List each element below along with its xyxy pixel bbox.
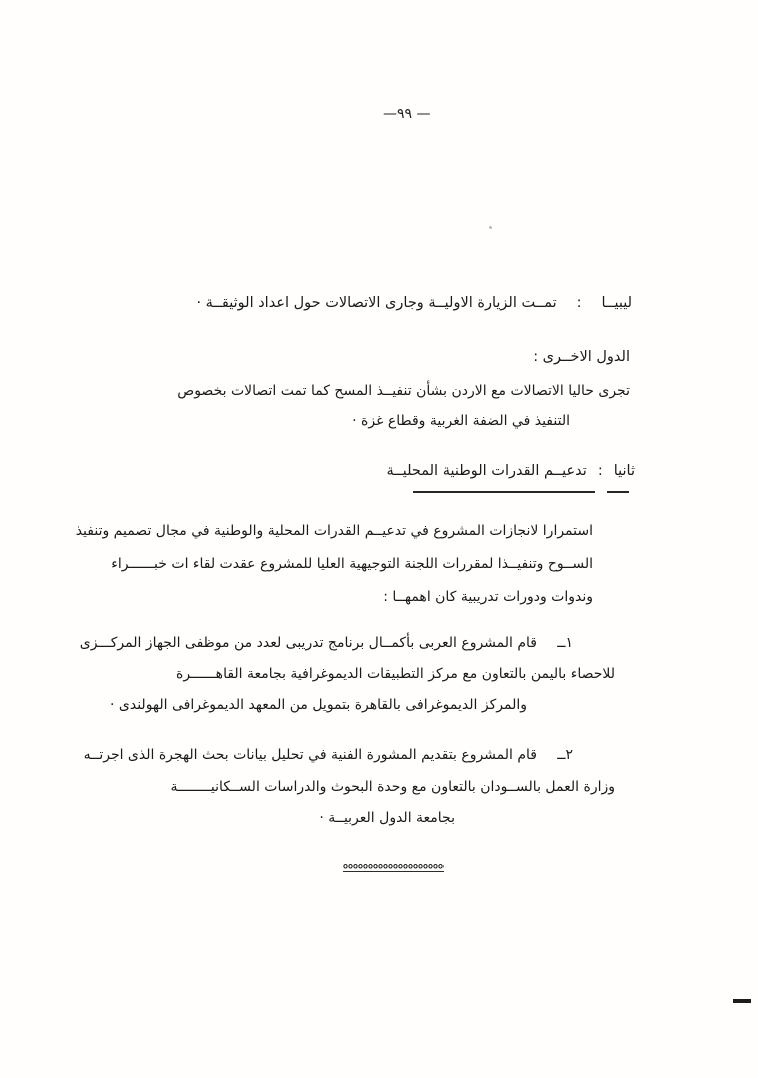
item-1-line-3: والمركز الديموغرافى بالقاهرة بتمويل من المعهد الديموغرافى الهولندى · xyxy=(110,697,527,713)
libya-text: تمــت الزيارة الاوليــة وجارى الاتصالات حول اعداد الوثيقــة · xyxy=(196,295,557,311)
libya-label: ليبيــا xyxy=(601,295,632,311)
section-two-heading xyxy=(386,461,635,481)
item-1-line-1: قام المشروع العربى بأكمــال برنامج تدريبى لعدد من موظفى الجهاز المركـــزى xyxy=(79,635,537,651)
intro-paragraph-line-1: استمرارا لانجازات المشروع في تدعيــم القدرات المحلية والوطنية في مجال تصميم وتنفيذ xyxy=(75,523,593,539)
jordan-paragraph-line-2: التنفيذ في الضفة الغربية وقطاع غزة · xyxy=(352,413,570,429)
item-1-number: ١ــ xyxy=(557,635,573,651)
section-two-title: تدعيــم القدرات الوطنية المحليــة xyxy=(386,463,587,479)
decorative-squiggle xyxy=(343,863,444,872)
jordan-paragraph-line-1: تجرى حاليا الاتصالات مع الاردن بشأن تنفيــذ المسح كما تمت اتصالات بخصوص xyxy=(177,383,630,399)
heading-underline-long xyxy=(413,491,595,493)
intro-paragraph-line-2: الســوح وتنفيــذا لمقررات اللجنة التوجيهية العليا للمشروع عقدت لقاء ات خبــــــراء xyxy=(111,556,593,572)
page-number: —٩٩ — xyxy=(383,106,431,122)
libya-colon: : xyxy=(576,295,582,311)
section-two-colon: : xyxy=(597,463,603,479)
heading-underline-short xyxy=(607,491,629,493)
other-states-heading: الدول الاخــرى : xyxy=(533,349,630,365)
item-2-line-2: وزارة العمل بالســودان بالتعاون مع وحدة البحوث والدراسات الســكانيــــــــة xyxy=(170,779,615,795)
libya-entry-line xyxy=(196,293,632,313)
section-two-marker: ثانيا xyxy=(613,463,635,479)
intro-paragraph-line-3: وندوات ودورات تدريبية كان اهمهــا : xyxy=(383,589,593,605)
scan-artifact-dash xyxy=(733,999,751,1003)
item-2-line-3: بجامعة الدول العربيــة · xyxy=(319,810,455,826)
item-2-line-1: قام المشروع بتقديم المشورة الفنية في تحليل بيانات بحث الهجرة الذى اجرتــه xyxy=(83,747,537,763)
item-1-line-2: للاحصاء باليمن بالتعاون مع مركز التطبيقات الديموغرافية بجامعة القاهــــــرة xyxy=(176,666,615,682)
scan-speck xyxy=(489,226,492,229)
item-2-number: ٢ــ xyxy=(557,747,573,763)
